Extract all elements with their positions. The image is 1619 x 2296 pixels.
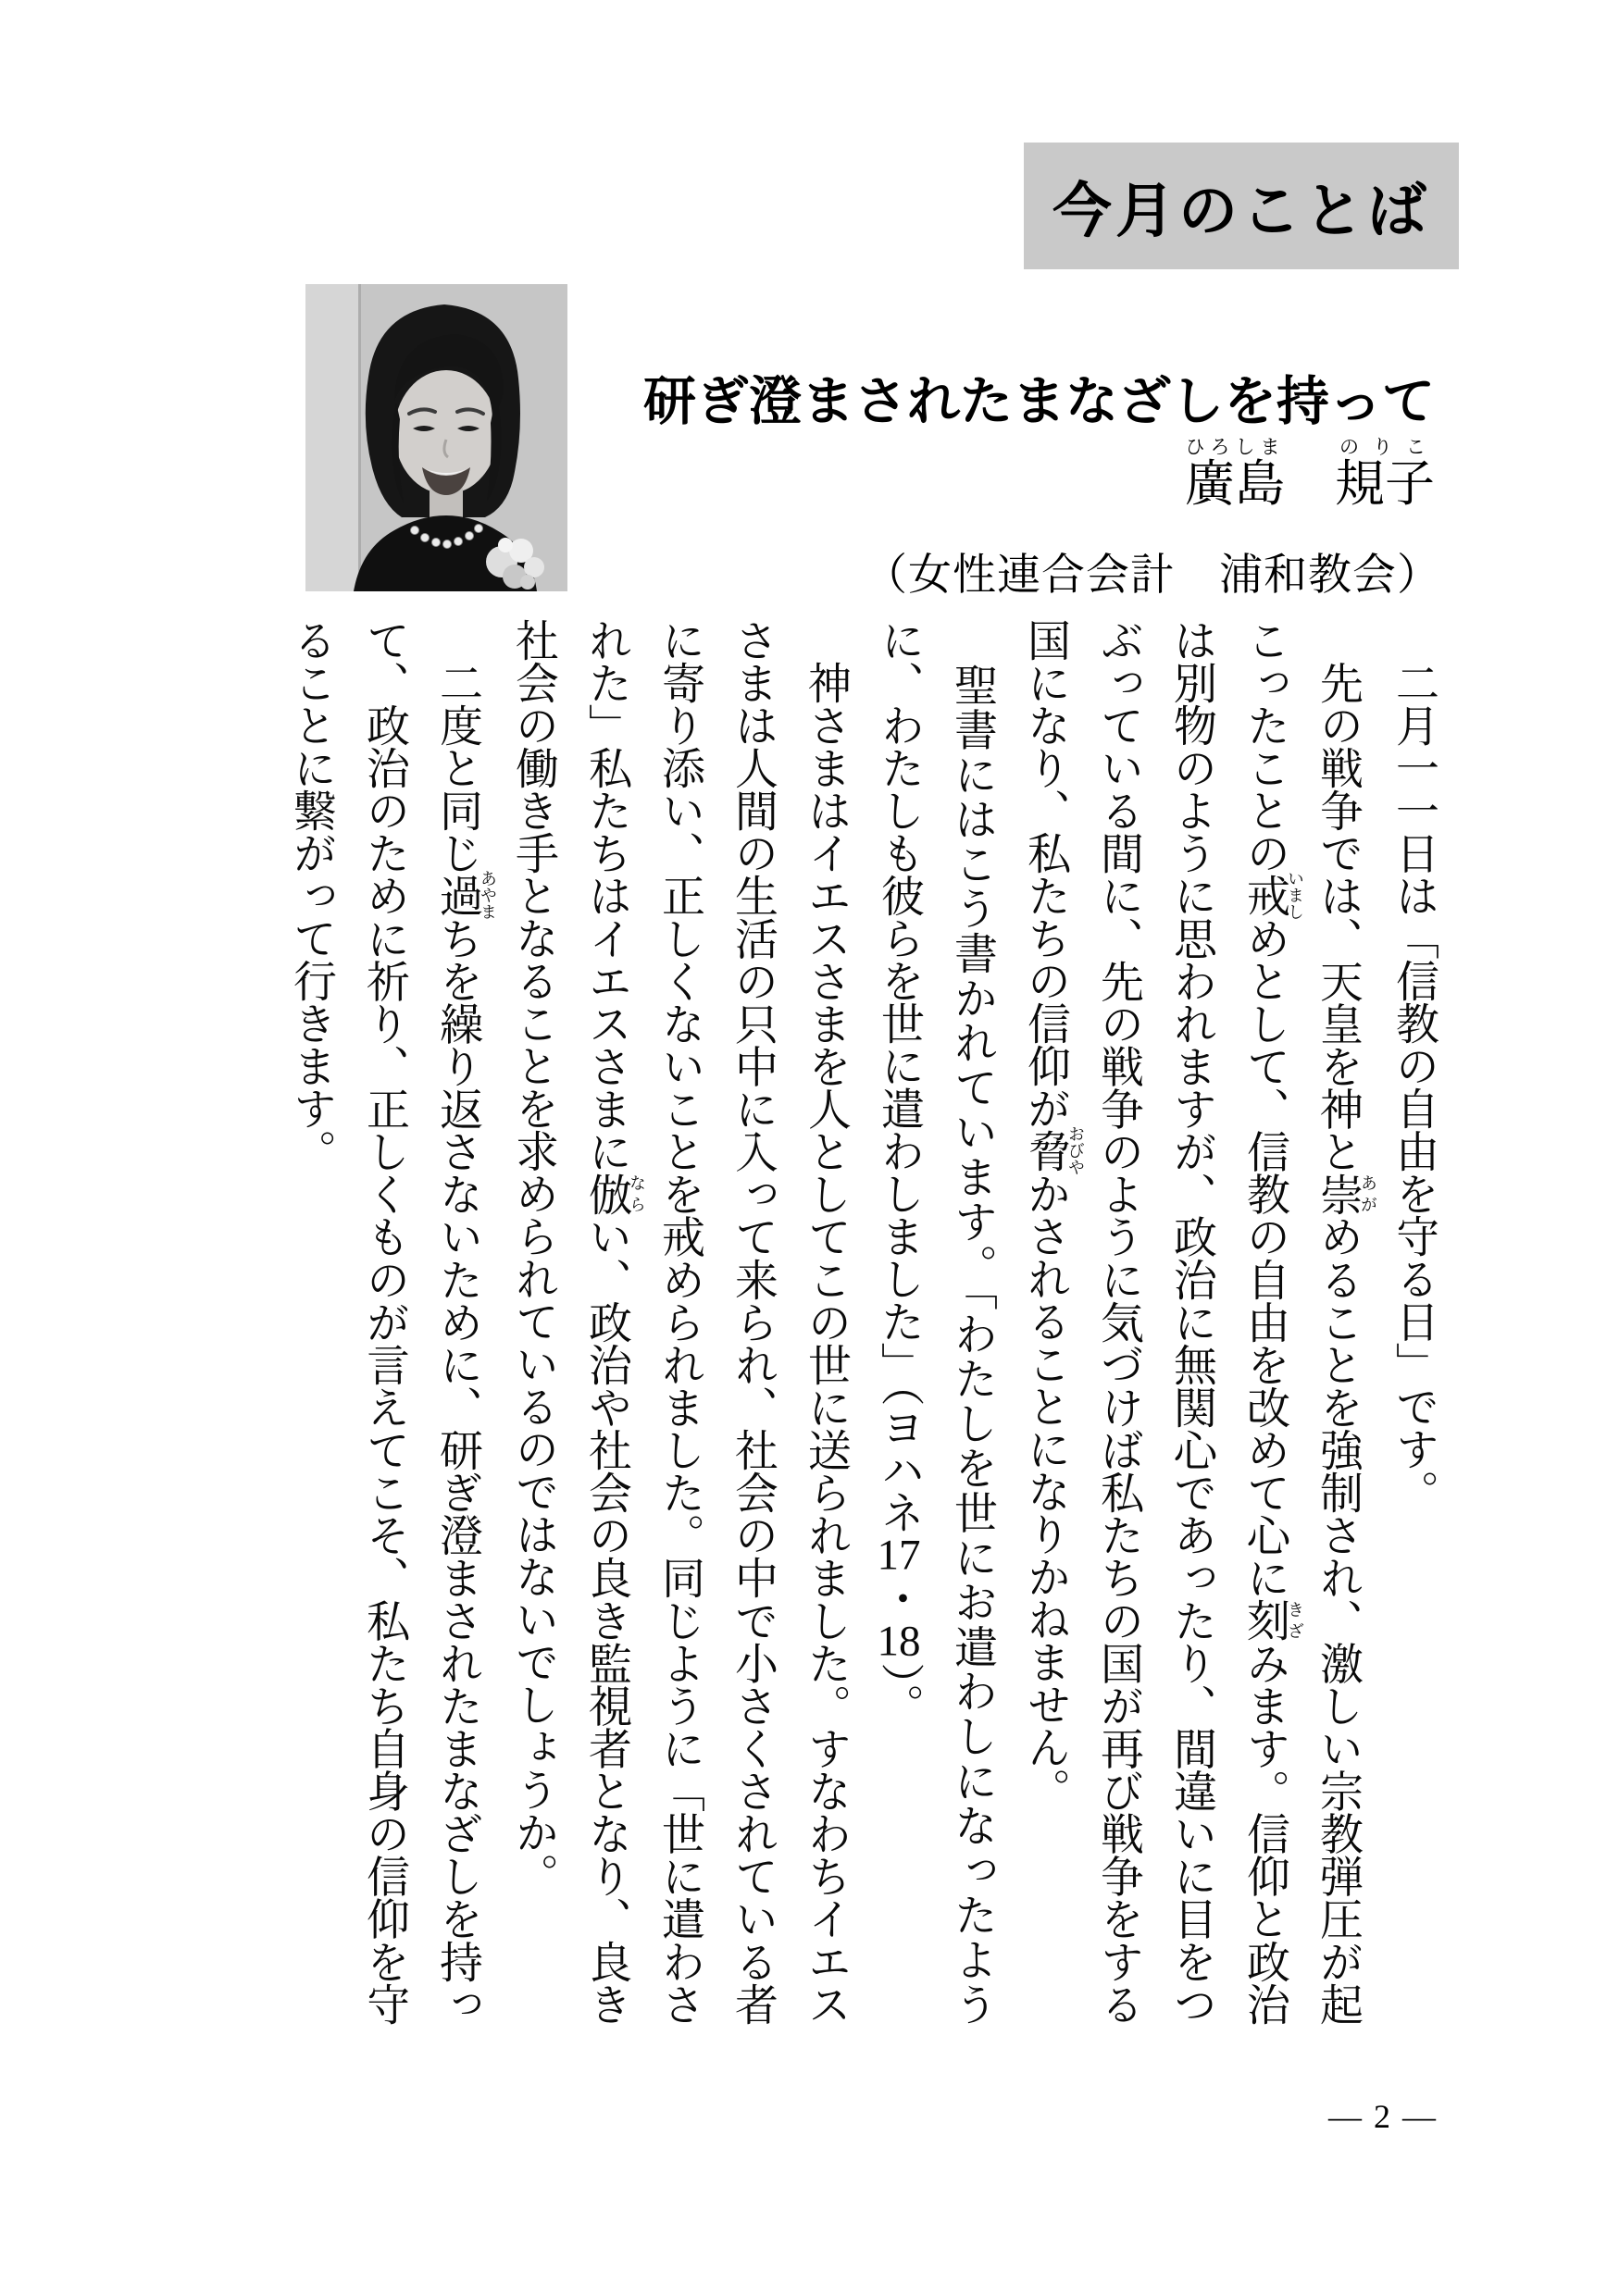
ruby-annotated-kanji: 倣なら <box>582 1172 646 1215</box>
author-given-name <box>1335 437 1435 512</box>
ruby-annotated-kanji: 過あやま <box>433 870 497 921</box>
paragraph: 聖書にはこう書かれています。「わたしを世にお遣わしになったように、わたしも彼らを世に遣わしました」（ヨハネ17・18）。 <box>875 618 996 2025</box>
author-surname <box>1185 437 1285 512</box>
header-banner <box>1024 143 1459 269</box>
horizontal-in-vertical-number: 18 <box>877 1619 921 1663</box>
author-name <box>1185 437 1435 515</box>
author-given-name-text: 規子 <box>1335 456 1435 512</box>
page-number: — 2 — <box>1328 2098 1438 2135</box>
author-surname-text: 廣島 <box>1185 456 1285 512</box>
author-surname-furigana: ひろしま <box>1185 437 1285 458</box>
ruby-annotated-kanji: 崇あが <box>1314 1172 1377 1215</box>
article-title: 研ぎ澄まされたまなざしを持って <box>643 372 1435 431</box>
article-body <box>246 618 1450 2025</box>
author-photo <box>305 284 567 591</box>
paragraph: 先の戦争では、天皇を神と崇あがめることを強制され、激しい宗教弾圧が起こったことの戒いましめとして、信教の自由を改めて心に刻きざみます。信仰と政治は別物のように思われますが、政治に無関心であったり、間違いに目をつぶっている間に、先の戦争のように気づけば私たちの国が再び戦争をする国になり、私たちの信仰が脅おびやかされることになりかねません。 <box>1021 618 1377 2025</box>
ruby-annotated-kanji: 脅おびや <box>1021 1125 1085 1175</box>
paragraph: 神さまはイエスさまを人としてこの世に送られました。すなわちイエスさまは人間の生活の只中に入って来られ、社会の中で小さくされている者に寄り添い、正しくないことを戒められました。同じように「世に遣わされた」私たちはイエスさまに倣ならい、政治や社会の良き監視者となり、良き社会の働き手となることを求められているのではないでしょうか。 <box>509 618 850 2025</box>
author-affiliation: （女性連合会計 浦和教会） <box>864 550 1441 599</box>
banner-label: 今月のことば <box>1052 177 1430 244</box>
horizontal-in-vertical-number: 17 <box>877 1533 921 1577</box>
author-given-name-furigana: のりこ <box>1335 437 1435 458</box>
paragraph: 二度と同じ過あやまちを繰り返さないために、研ぎ澄まされたまなざしを持って、政治のために祈り、正しくものが言えてこそ、私たち自身の信仰を守ることに繋がって行きます。 <box>287 618 497 2025</box>
ruby-annotated-kanji: 刻きざ <box>1240 1598 1304 1642</box>
paragraph: 二月一一日は「信教の自由を守る日」です。 <box>1389 618 1438 1512</box>
ruby-annotated-kanji: 戒いまし <box>1240 870 1304 921</box>
